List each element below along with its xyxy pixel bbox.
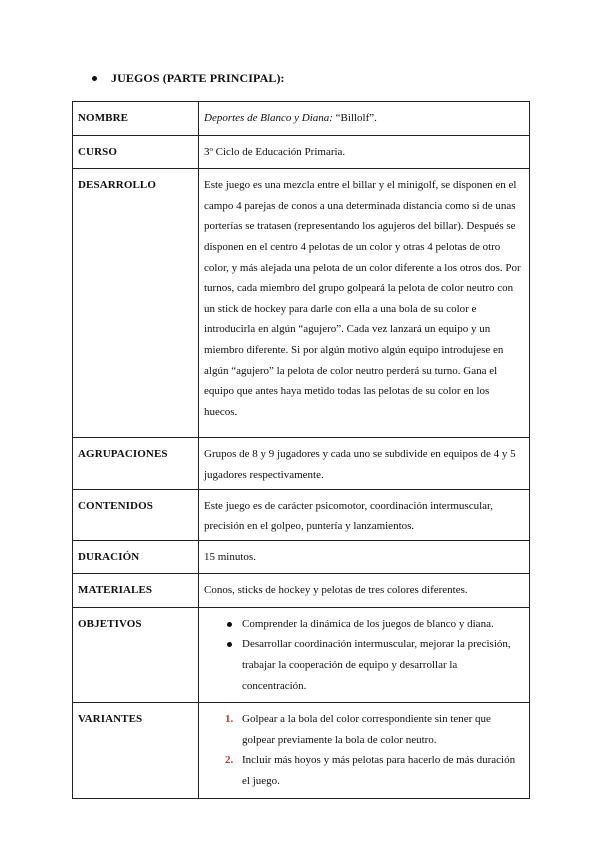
list-number: 1. [225, 713, 234, 726]
bullet-icon [92, 76, 97, 81]
table-row-desarrollo [73, 169, 530, 438]
list-item [204, 614, 523, 635]
value-nombre [199, 102, 530, 136]
value-duracion: 15 minutos. [199, 540, 530, 574]
value-materiales: Conos, sticks de hockey y pelotas de tres colores diferentes. [199, 574, 530, 608]
bullet-icon [227, 622, 232, 627]
value-curso: 3º Ciclo de Educación Primaria. [199, 135, 530, 169]
value-objetivos [199, 607, 530, 702]
value-desarrollo: Este juego es una mezcla entre el billar y el minigolf, se disponen en el campo 4 parejas de conos a una determinada distancia como si de unas porterías se tratasen (representando los agujeros del billar). Después se disponen en el centro 4 pelotas de un color y otras 4 pelotas de otro color, y más alejada una pelota de un color diferente a los otros dos. Por turnos, cada miembro del grupo golpeará la pelota de color neutro con un stick de hockey para darle con ella a una bola de su color e introducirla en algún “agujero”. Cada vez lanzará un equipo y un miembro diferente. Si por algún motivo algún equipo introdujese en algún “agujero” la pelota de color neutro perderá su turno. Gana el equipo que antes haya metido todas las pelotas de su color en los huecos. [199, 169, 530, 438]
label-variantes: VARIANTES [73, 703, 199, 798]
objective-text: Desarrollar coordinación intermuscular, mejorar la precisión, trabajar la cooperación de equipo y desarrollar la concentración. [242, 638, 511, 692]
variants-list [204, 709, 523, 791]
table-row-nombre [73, 102, 530, 136]
label-nombre: NOMBRE [73, 102, 199, 136]
table-row-contenidos [73, 489, 530, 540]
game-table [72, 101, 530, 799]
objectives-list [204, 614, 523, 696]
value-variantes [199, 703, 530, 798]
value-agrupaciones: Grupos de 8 y 9 jugadores y cada uno se subdivide en equipos de 4 y 5 jugadores respectivamente. [199, 438, 530, 489]
table-row-objetivos [73, 607, 530, 702]
section-heading [92, 71, 285, 86]
table-row-agrupaciones [73, 438, 530, 489]
label-objetivos: OBJETIVOS [73, 607, 199, 702]
label-duracion: DURACIÓN [73, 540, 199, 574]
table-row-curso [73, 135, 530, 169]
table-row-variantes [73, 703, 530, 798]
list-item [204, 634, 523, 696]
list-item [204, 709, 523, 750]
label-agrupaciones: AGRUPACIONES [73, 438, 199, 489]
label-desarrollo: DESARROLLO [73, 169, 199, 438]
variant-text: Golpear a la bola del color correspondiente sin tener que golpear previamente la bola de color neutro. [242, 713, 491, 746]
bullet-icon [227, 642, 232, 647]
label-curso: CURSO [73, 135, 199, 169]
label-materiales: MATERIALES [73, 574, 199, 608]
table-row-materiales [73, 574, 530, 608]
list-number: 2. [225, 754, 234, 767]
label-contenidos: CONTENIDOS [73, 489, 199, 540]
list-item [204, 750, 523, 791]
table-row-duracion [73, 540, 530, 574]
game-category: Deportes de Blanco y Diana: [204, 112, 333, 124]
variant-text: Incluir más hoyos y más pelotas para hacerlo de más duración el juego. [242, 754, 516, 788]
objective-text: Comprender la dinámica de los juegos de blanco y diana. [242, 617, 494, 630]
section-heading-text: JUEGOS (PARTE PRINCIPAL): [111, 71, 285, 85]
value-contenidos: Este juego es de carácter psicomotor, coordinación intermuscular, precisión en el golpeo, puntería y lanzamientos. [199, 489, 530, 540]
game-name: “Billolf”. [332, 112, 377, 124]
